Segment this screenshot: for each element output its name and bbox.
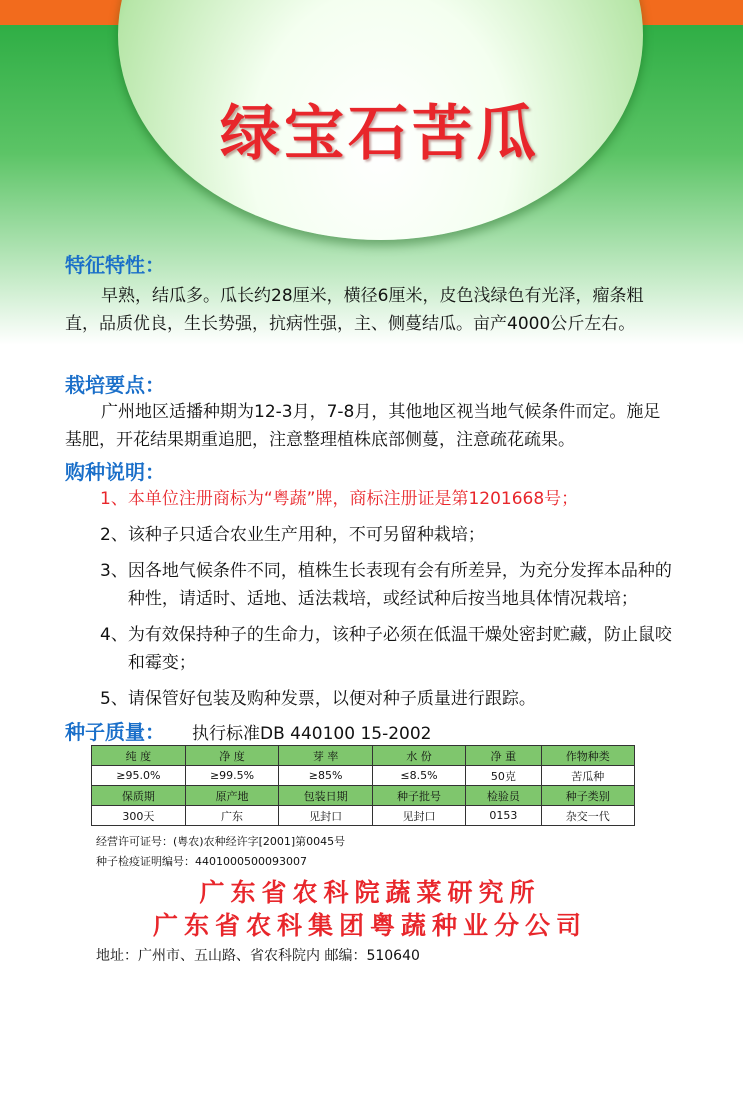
quarantine-number: 种子检疫证明编号：4401000500093007 (96, 855, 307, 868)
table-row: ≥95.0% ≥99.5% ≥85% ≤8.5% 50克 苦瓜种 (92, 766, 635, 786)
features-heading: 特征特性： (65, 253, 165, 277)
quality-table (91, 745, 635, 826)
purchase-item: 5、 请保管好包装及购种发票，以便对种子质量进行跟踪。 (100, 689, 536, 709)
purchase-item: 2、 该种子只适合农业生产用种，不可另留种栽培； (100, 525, 485, 545)
quality-standard: 执行标准DB 440100 15-2002 (192, 724, 432, 744)
quality-heading: 种子质量： (65, 720, 165, 744)
license-number: 经营许可证号：(粤农)农种经许字[2001]第0045号 (96, 835, 346, 848)
purchase-list (100, 485, 680, 721)
cultivation-heading: 栽培要点： (65, 373, 165, 397)
table-header-row: 保质期 原产地 包装日期 种子批号 检验员 种子类别 (92, 786, 635, 806)
purchase-item: 1、 本单位注册商标为“粤蔬”牌，商标注册证是第1201668号； (100, 489, 579, 509)
cultivation-paragraph (65, 398, 665, 454)
table-row: 300天 广东 见封口 见封口 0153 杂交一代 (92, 806, 635, 826)
features-text: 早熟，结瓜多。瓜长约28厘米，横径6厘米，皮色浅绿色有光泽，瘤条粗直，品质优良，生长势强，抗病性强，主、侧蔓结瓜。亩产4000公斤左右。 (65, 286, 644, 334)
features-paragraph (65, 282, 665, 338)
purchase-item: 4、 为有效保持种子的生命力，该种子必须在低温干燥处密封贮藏，防止鼠咬和霉变； (100, 625, 672, 673)
product-title: 绿宝石苦瓜 (220, 99, 540, 169)
purchase-heading: 购种说明： (65, 460, 165, 484)
organization-name-2: 广东省农科集团粤蔬种业分公司 (152, 911, 587, 940)
table-header-row: 纯 度 净 度 芽 率 水 份 净 重 作物种类 (92, 746, 635, 766)
organization-name-1: 广东省农科院蔬菜研究所 (199, 878, 541, 907)
purchase-item: 3、 因各地气候条件不同，植株生长表现有会有所差异，为充分发挥本品种的种性，请适时、适地、适法栽培，或经试种后按当地具体情况栽培； (100, 561, 672, 609)
address: 地址：广州市、五山路、省农科院内 邮编：510640 (96, 948, 420, 964)
cultivation-text: 广州地区适播种期为12-3月，7-8月，其他地区视当地气候条件而定。施足基肥，开花结果期重追肥，注意整理植株底部侧蔓，注意疏花疏果。 (65, 402, 661, 450)
